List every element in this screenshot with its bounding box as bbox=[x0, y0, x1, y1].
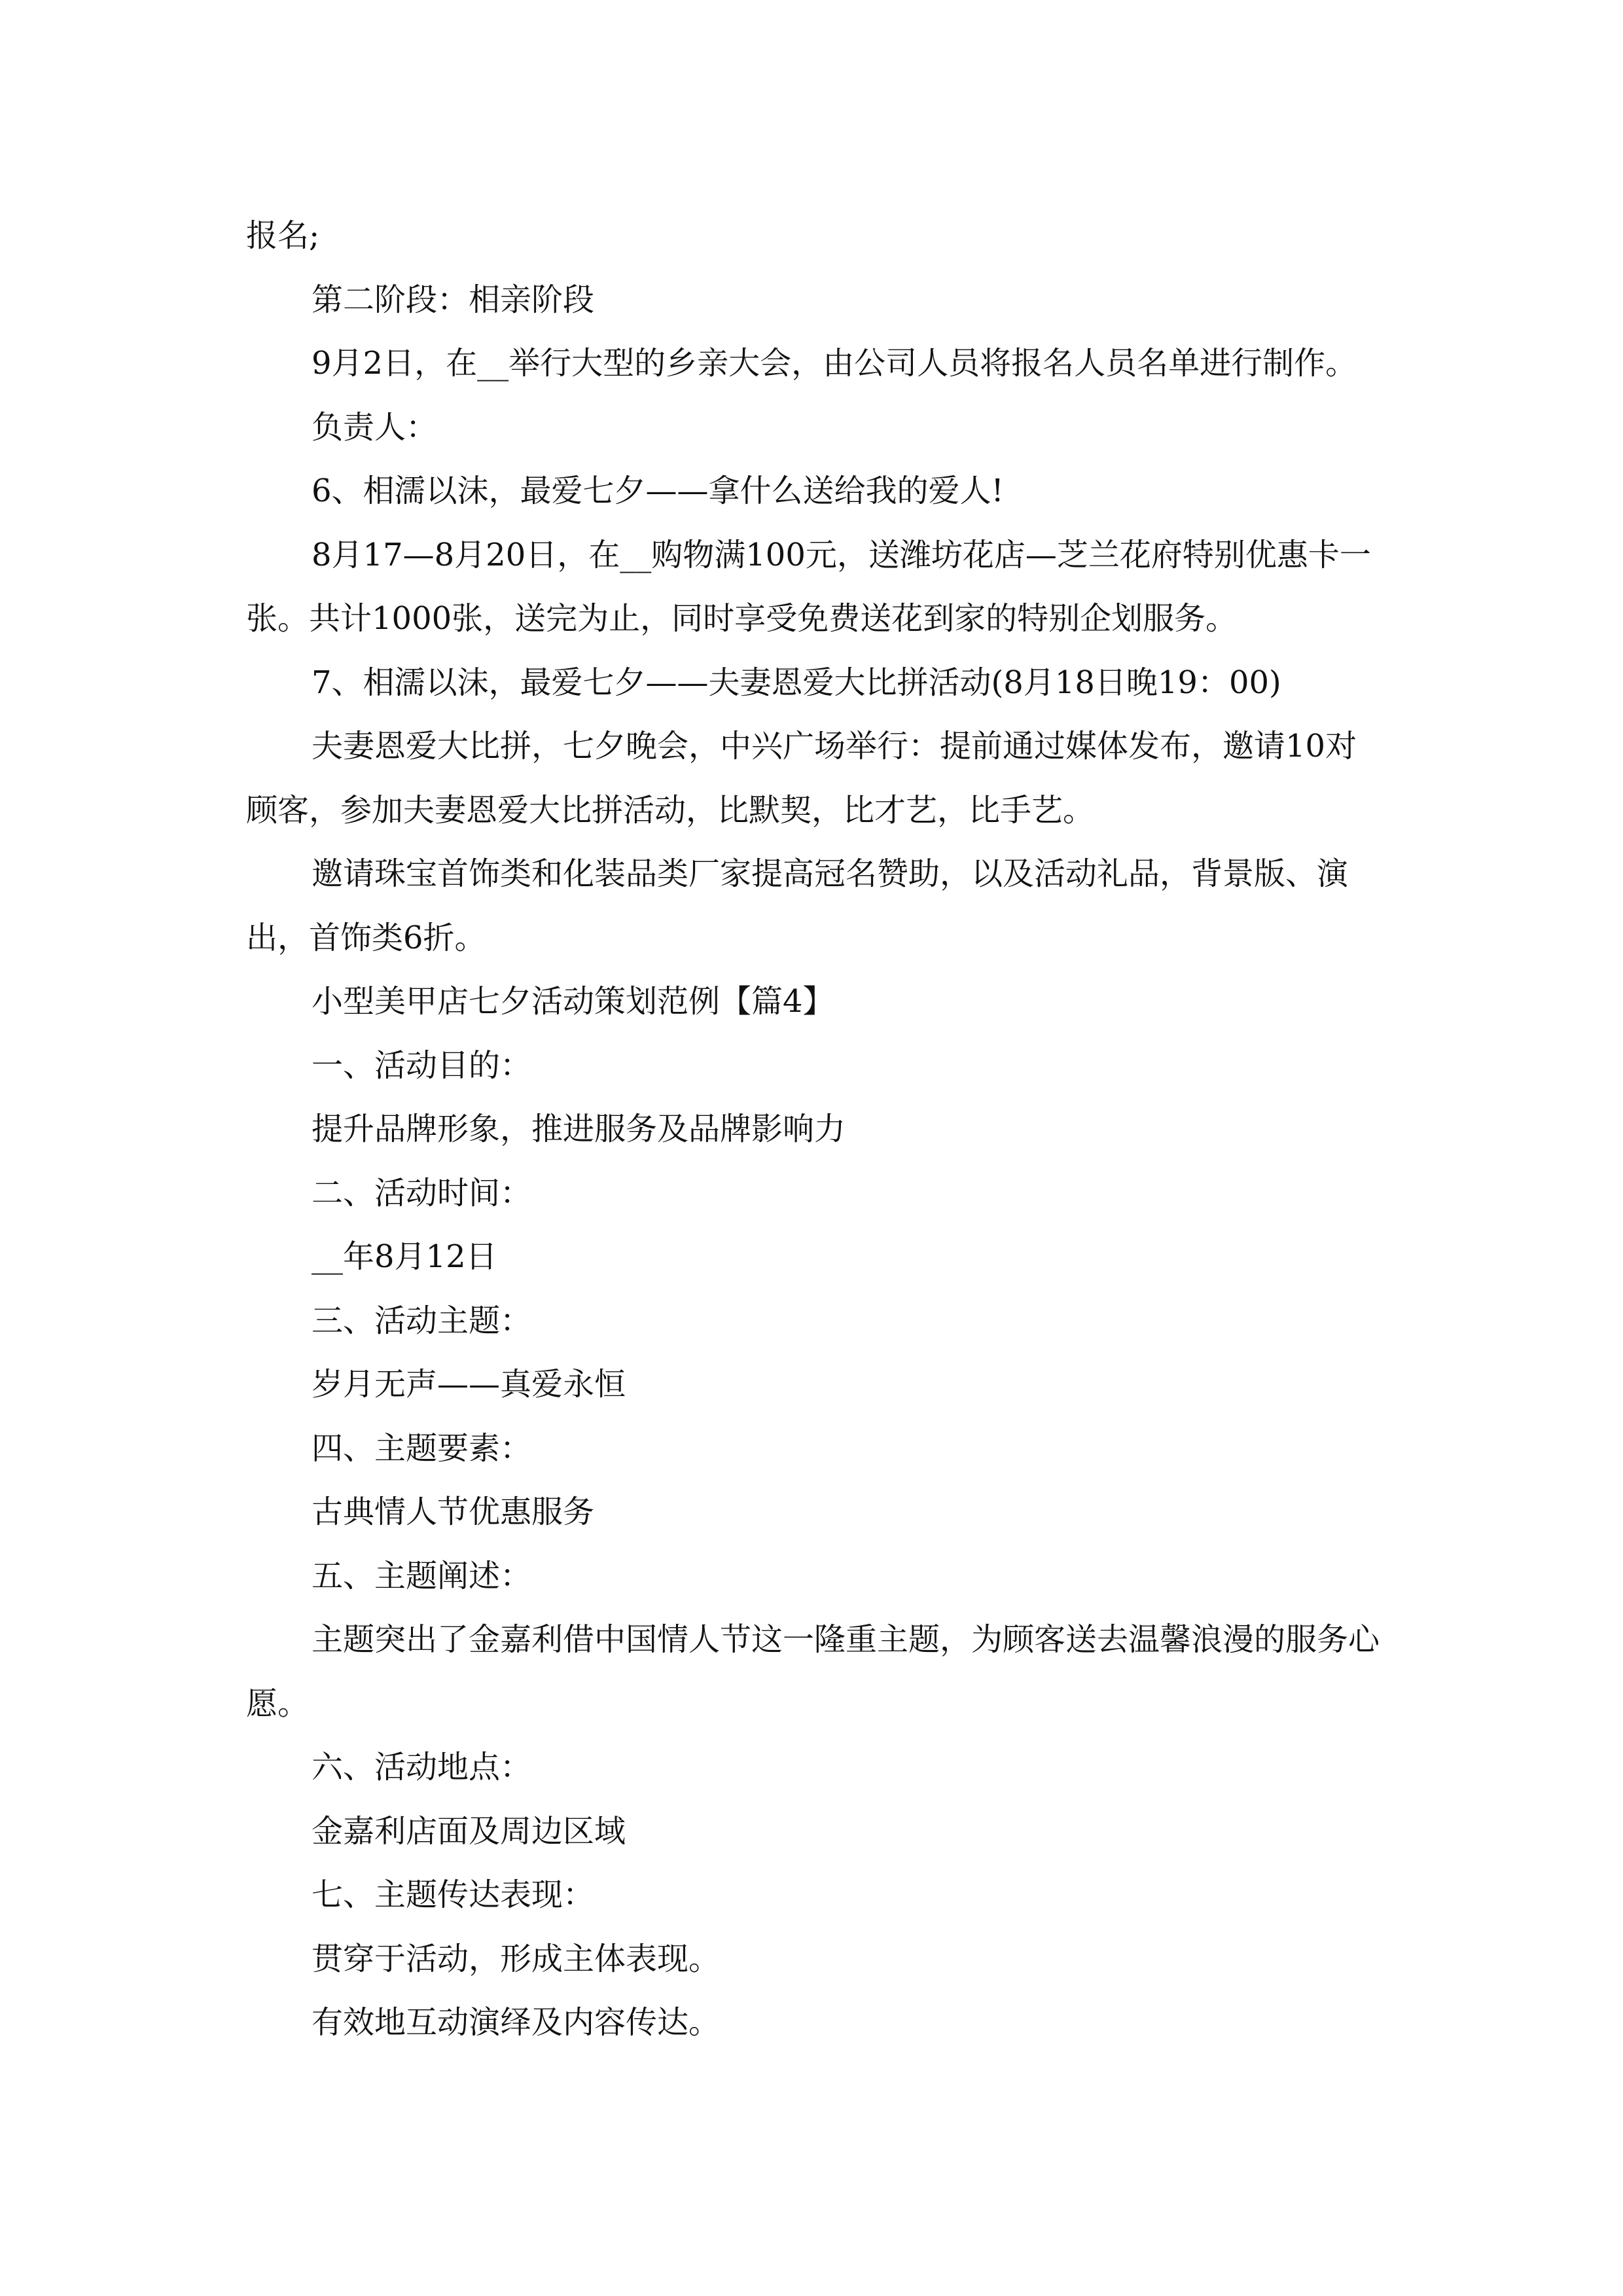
heading-activity-time: 二、活动时间： bbox=[312, 1174, 532, 1211]
paragraph-activity-location: 金嘉利店面及周边区域 bbox=[312, 1812, 626, 1850]
paragraph-registration: 报名; bbox=[246, 217, 320, 254]
paragraph-couple-contest: 夫妻恩爱大比拼，七夕晚会，中兴广场举行：提前通过媒体发布，邀请10对顾客，参加夫妻恩爱大比拼活动，比默契，比才艺，比手艺。 bbox=[246, 728, 1357, 829]
paragraph-theme-elements: 古典情人节优惠服务 bbox=[312, 1494, 595, 1530]
paragraph-aug-17-20: 8月17—8月20日，在__购物满100元，送潍坊花店—芝兰花府特别优惠卡一张。共计1000张，送完为止，同时享受免费送花到家的特别企划服务。 bbox=[246, 536, 1371, 637]
paragraph-sponsors: 邀请珠宝首饰类和化装品类厂家提高冠名赞助，以及活动礼品，背景版、演出，首饰类6折。 bbox=[246, 855, 1349, 956]
paragraph-activity-purpose: 提升品牌形象，推进服务及品牌影响力 bbox=[312, 1111, 846, 1147]
paragraph-sept-2: 9月2日，在__举行大型的乡亲大会，由公司人员将报名人员名单进行制作。 bbox=[312, 345, 1357, 382]
heading-activity-purpose: 一、活动目的： bbox=[312, 1047, 532, 1084]
paragraph-theme-expression-1: 贯穿于活动，形成主体表现。 bbox=[312, 1940, 721, 1977]
heading-theme-elements: 四、主题要素： bbox=[312, 1429, 532, 1467]
section-title-part-4: 小型美甲店七夕活动策划范例【篇4】 bbox=[312, 983, 834, 1020]
paragraph-activity-theme: 岁月无声——真爱永恒 bbox=[312, 1366, 626, 1403]
heading-item-7: 7、相濡以沫，最爱七夕——夫妻恩爱大比拼活动(8月18日晚19：00) bbox=[312, 664, 1281, 701]
paragraph-activity-time: __年8月12日 bbox=[312, 1238, 497, 1275]
heading-stage-two: 第二阶段：相亲阶段 bbox=[312, 281, 595, 318]
heading-theme-explanation: 五、主题阐述： bbox=[312, 1557, 532, 1594]
heading-theme-expression: 七、主题传达表现： bbox=[312, 1876, 595, 1913]
heading-activity-theme: 三、活动主题： bbox=[312, 1302, 532, 1339]
heading-item-6: 6、相濡以沫，最爱七夕——拿什么送给我的爱人! bbox=[312, 473, 1004, 509]
paragraph-theme-explanation: 主题突出了金嘉利借中国情人节这一隆重主题，为顾客送去温馨浪漫的服务心愿。 bbox=[246, 1621, 1380, 1722]
document-body bbox=[246, 204, 1385, 2055]
paragraph-theme-expression-2: 有效地互动演绎及内容传达。 bbox=[312, 2004, 721, 2041]
heading-activity-location: 六、活动地点： bbox=[312, 1749, 532, 1785]
paragraph-responsible-person: 负责人： bbox=[312, 408, 438, 446]
